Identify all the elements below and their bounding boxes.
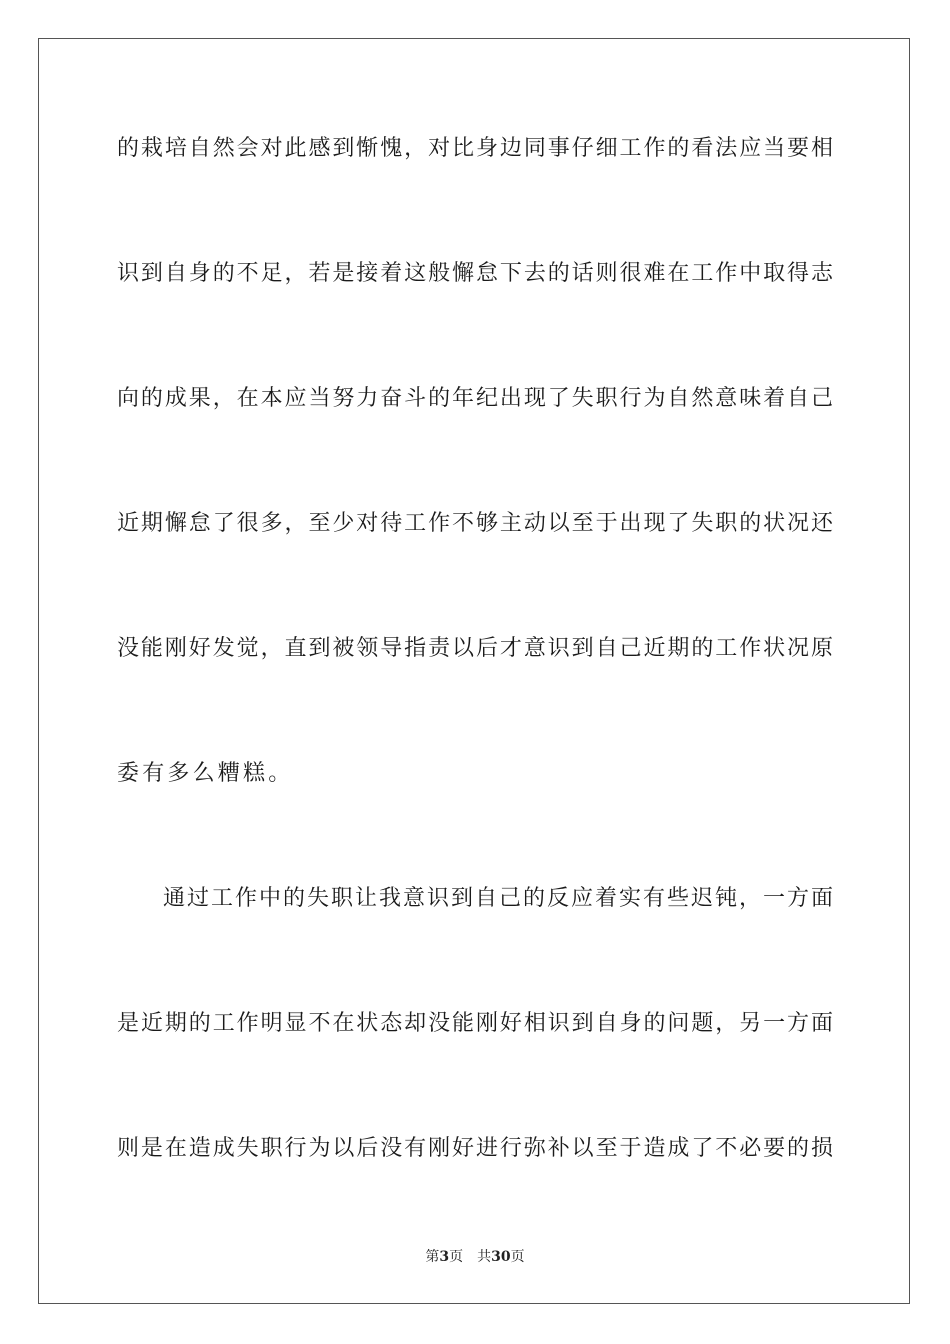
body-text-line: 是近期的工作明显不在状态却没能刚好相识到自身的问题，另一方面 bbox=[117, 1011, 833, 1036]
body-text-line: 则是在造成失职行为以后没有刚好进行弥补以至于造成了不必要的损 bbox=[117, 1136, 833, 1161]
page-border bbox=[38, 38, 910, 1304]
total-pages-suffix: 页 bbox=[510, 1249, 525, 1265]
total-pages-prefix: 共 bbox=[477, 1249, 492, 1265]
body-text-line: 没能刚好发觉，直到被领导指责以后才意识到自己近期的工作状况原 bbox=[117, 636, 833, 661]
page-number-prefix: 第 bbox=[425, 1249, 440, 1265]
body-text-line: 的栽培自然会对此感到惭愧，对比身边同事仔细工作的看法应当要相 bbox=[117, 136, 833, 161]
body-text-line: 向的成果，在本应当努力奋斗的年纪出现了失职行为自然意味着自己 bbox=[117, 386, 833, 411]
body-text-line: 委有多么糟糕。 bbox=[117, 761, 294, 786]
paragraph-start-line: 通过工作中的失职让我意识到自己的反应着实有些迟钝，一方面 bbox=[163, 886, 833, 911]
body-text-line: 近期懈怠了很多，至少对待工作不够主动以至于出现了失职的状况还 bbox=[117, 511, 833, 536]
page-number-suffix: 页 bbox=[449, 1249, 464, 1265]
page-footer bbox=[0, 1248, 950, 1266]
page-number: 3 bbox=[439, 1249, 450, 1265]
total-pages: 30 bbox=[491, 1249, 511, 1265]
body-text-line: 识到自身的不足，若是接着这般懈怠下去的话则很难在工作中取得志 bbox=[117, 261, 833, 286]
